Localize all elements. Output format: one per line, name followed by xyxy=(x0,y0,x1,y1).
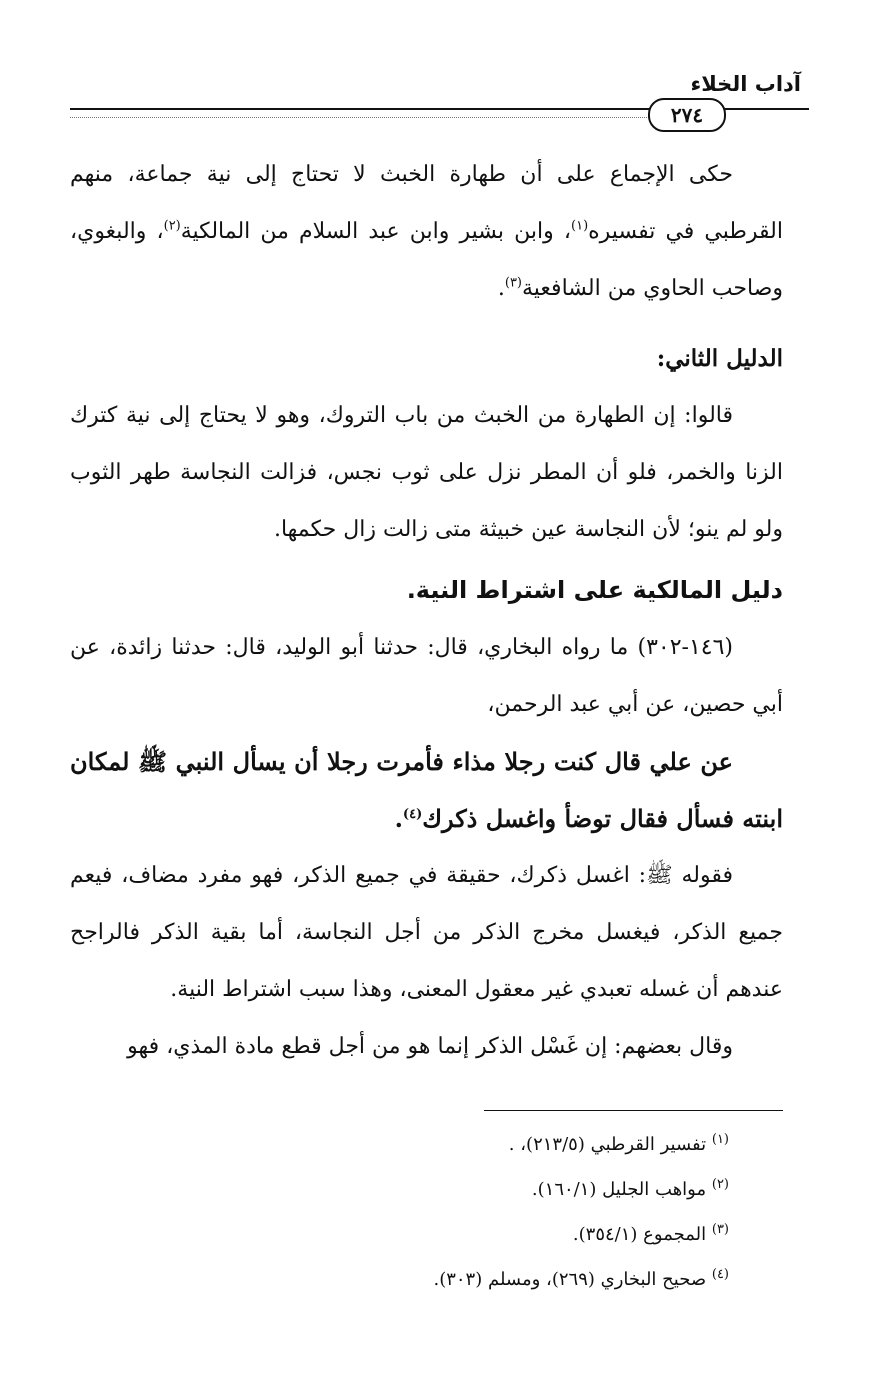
footnote-divider xyxy=(484,1110,783,1111)
footnote-ref[interactable]: (٣) xyxy=(504,275,522,291)
text-segment: . xyxy=(394,804,403,833)
footnote-number: (٢) xyxy=(711,1177,729,1192)
footnotes xyxy=(433,1122,729,1302)
second-proof-section xyxy=(70,330,783,558)
hadith-body: عن علي قال كنت رجلا مذاء فأمرت رجلا أن يسأل النبي ﷺ لمكان ابنته فسأل فقال توضأ واغسل ذكرك xyxy=(70,747,783,833)
footnote-number: (٤) xyxy=(711,1267,729,1282)
hadith-isnad: (١٤٦-٣٠٢) ما رواه البخاري، قال: حدثنا أبو الوليد، قال: حدثنا زائدة، عن أبي حصين، عن أبي عبد الرحمن، xyxy=(70,635,783,717)
footnote-text: تفسير القرطبي (٢١٣/٥)، . xyxy=(508,1134,707,1155)
running-title: آداب الخلاء xyxy=(690,72,801,96)
footnote-text: مواهب الجليل (١٦٠/١). xyxy=(531,1179,707,1200)
footnote-3 xyxy=(433,1212,729,1257)
hadith-text xyxy=(70,733,783,847)
second-proof-text: قالوا: إن الطهارة من الخبث من باب التروك، وهو لا يحتاج إلى نية كترك الزنا والخمر، فلو أن المطر نزل على ثوب نجس، فزالت النجاسة طهر الثوب ولو لم ينو؛ لأن النجاسة عين خبيثة متى زالت زال حكمها. xyxy=(70,403,783,542)
maliki-proof-heading: دليل المالكية على اشتراط النية. xyxy=(406,576,783,604)
footnote-text: المجموع (٣٥٤/١). xyxy=(572,1224,707,1245)
text-segment: حكى الإجماع على أن طهارة الخبث لا تحتاج إلى نية جماعة، منهم القرطبي في تفسيره xyxy=(70,162,783,244)
footnote-2 xyxy=(433,1167,729,1212)
paragraph-consensus xyxy=(70,146,783,317)
page-number: ٢٧٤ xyxy=(648,98,726,132)
footnote-4 xyxy=(433,1257,729,1302)
main-text xyxy=(70,146,783,317)
footnote-number: (١) xyxy=(711,1132,729,1147)
header-rule-decoration xyxy=(70,117,719,118)
footnote-number: (٣) xyxy=(711,1222,729,1237)
footnote-ref[interactable]: (١) xyxy=(571,218,589,234)
last-paragraph: وقال بعضهم: إن غَسْل الذكر إنما هو من أجل قطع مادة المذي، فهو xyxy=(127,1034,733,1059)
footnote-ref[interactable]: (٤) xyxy=(402,807,423,822)
text-segment: . xyxy=(497,276,505,301)
footnote-ref[interactable]: (٢) xyxy=(163,218,181,234)
footnote-1 xyxy=(433,1122,729,1167)
second-proof-heading: الدليل الثاني: xyxy=(656,345,783,372)
maliki-proof-section xyxy=(70,562,783,1075)
explanation-paragraph: فقوله ﷺ: اغسل ذكرك، حقيقة في جميع الذكر، فهو مفرد مضاف، فيعم جميع الذكر، فيغسل مخرج الذكر من أجل النجاسة، أما بقية الذكر فالراجح عندهم أن غسله تعبدي غير معقول المعنى، وهذا سبب اشتراط النية. xyxy=(70,863,783,1002)
text-segment: ، والبغوي، وصاحب الحاوي من الشافعية xyxy=(70,219,783,301)
text-segment: ، وابن بشير وابن عبد السلام من المالكية xyxy=(180,219,571,244)
footnote-text: صحيح البخاري (٢٦٩)، ومسلم (٣٠٣). xyxy=(433,1269,707,1290)
